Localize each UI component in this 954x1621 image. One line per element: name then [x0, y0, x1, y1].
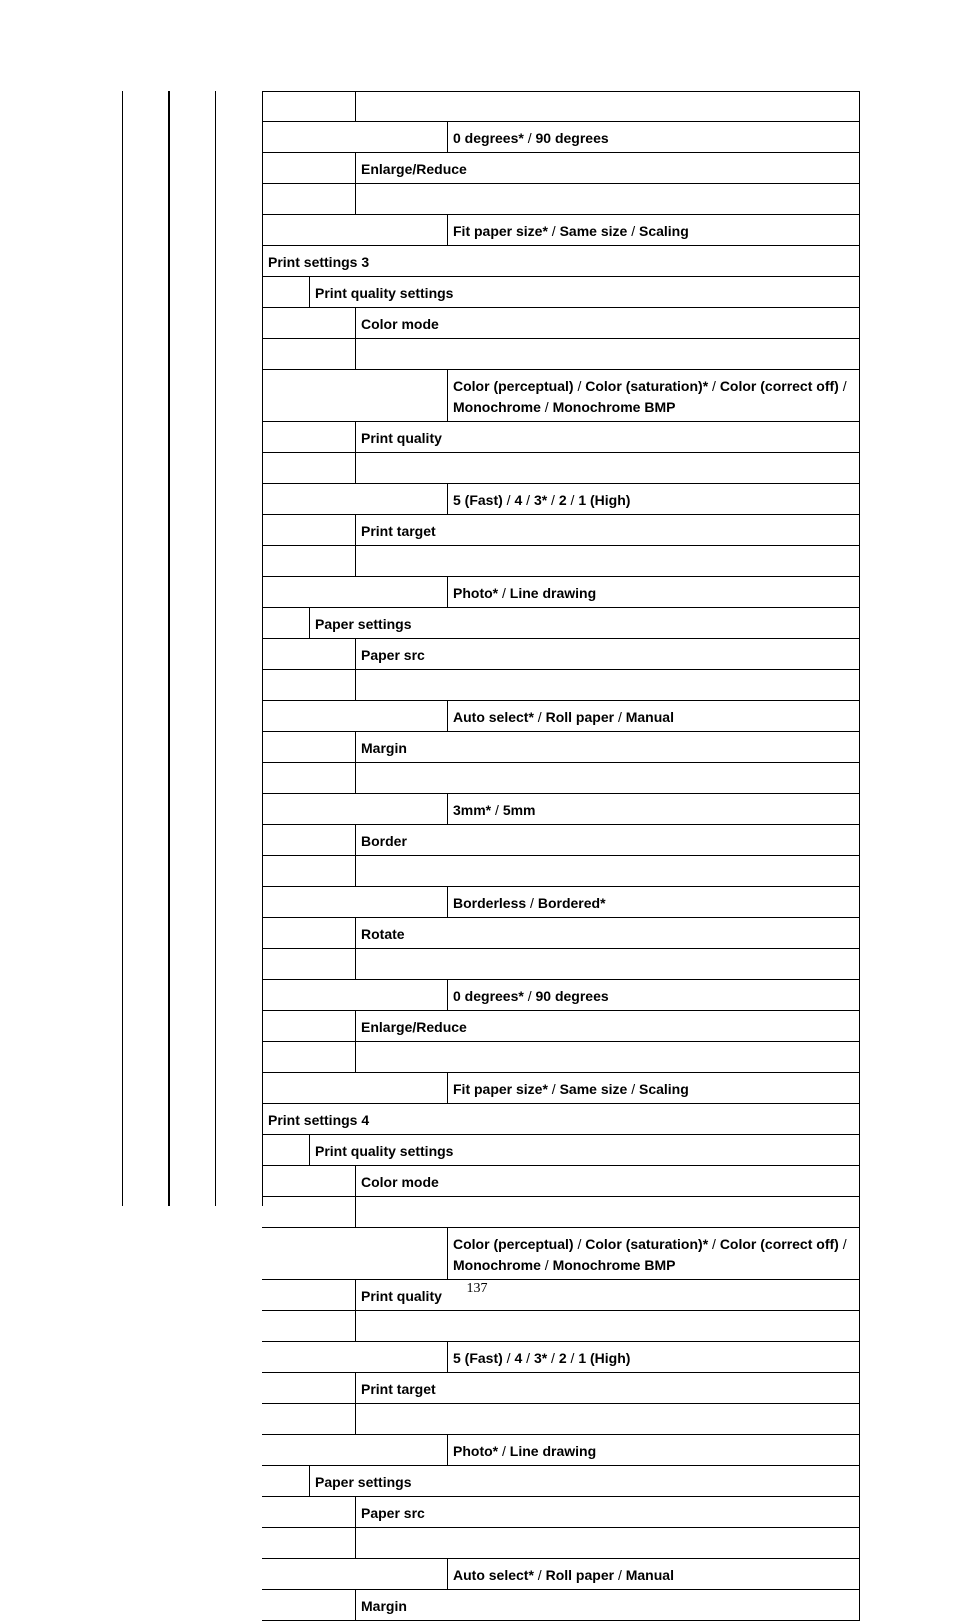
setting-text: Rotate — [361, 926, 405, 942]
setting-text: Monochrome BMP — [552, 1257, 676, 1273]
setting-text: Color (perceptual) — [453, 1236, 574, 1252]
setting-text: Print quality — [361, 1288, 442, 1304]
empty-cell — [355, 92, 860, 121]
setting-text: 2 — [558, 1350, 567, 1366]
page-number: 137 — [466, 1281, 488, 1296]
table-row — [262, 701, 860, 732]
table-row — [262, 794, 860, 825]
setting-text: Scaling — [638, 223, 689, 239]
empty-cell — [355, 339, 860, 369]
table-row — [262, 546, 860, 577]
option-separator: / — [523, 988, 536, 1004]
setting-cell — [447, 794, 860, 824]
setting-cell — [309, 1135, 860, 1165]
setting-cell — [309, 608, 860, 638]
table-row — [262, 1042, 860, 1073]
setting-cell — [447, 1342, 860, 1372]
table-row — [262, 370, 860, 422]
tree-line-level-2 — [215, 91, 216, 1206]
setting-text: Paper src — [361, 1505, 425, 1521]
table-row — [262, 1528, 860, 1559]
table-row — [262, 453, 860, 484]
setting-text: Photo* — [453, 1443, 499, 1459]
option-separator: / — [547, 492, 559, 508]
setting-text: 4 — [514, 1350, 523, 1366]
table-row — [262, 515, 860, 546]
setting-cell — [447, 215, 860, 245]
table-row — [262, 308, 860, 339]
setting-text: Print quality settings — [315, 285, 454, 301]
table-row — [262, 1497, 860, 1528]
option-separator: / — [523, 130, 536, 146]
option-separator: / — [498, 1443, 510, 1459]
setting-text: Color (saturation)* — [585, 378, 709, 394]
table-row — [262, 670, 860, 701]
setting-text: Scaling — [638, 1081, 689, 1097]
table-row — [262, 1311, 860, 1342]
table-row — [262, 339, 860, 370]
setting-cell — [447, 1073, 860, 1103]
table-row — [262, 1228, 860, 1280]
setting-text: Enlarge/Reduce — [361, 161, 467, 177]
table-row — [262, 1435, 860, 1466]
setting-text: Same size — [559, 1081, 628, 1097]
table-row — [262, 215, 860, 246]
table-row — [262, 825, 860, 856]
option-separator: / — [838, 1236, 847, 1252]
option-separator: / — [502, 1350, 515, 1366]
setting-text: Roll paper — [545, 709, 615, 725]
table-row — [262, 1373, 860, 1404]
setting-text: Print quality settings — [315, 1143, 454, 1159]
setting-cell — [355, 639, 860, 669]
setting-cell — [447, 1435, 860, 1465]
table-row — [262, 577, 860, 608]
option-separator: / — [547, 223, 560, 239]
setting-text: 90 degrees — [535, 988, 609, 1004]
setting-text: 3mm* — [453, 802, 492, 818]
option-separator: / — [522, 492, 534, 508]
setting-cell — [447, 701, 860, 731]
option-separator: / — [573, 1236, 586, 1252]
table-row — [262, 1342, 860, 1373]
empty-cell — [355, 763, 860, 793]
option-separator: / — [614, 1567, 626, 1583]
table-row — [262, 153, 860, 184]
setting-cell — [355, 515, 860, 545]
setting-text: Color (perceptual) — [453, 378, 574, 394]
setting-text: 5 (Fast) — [453, 492, 503, 508]
setting-text: Fit paper size* — [453, 1081, 548, 1097]
setting-cell — [355, 1497, 860, 1527]
option-separator: / — [566, 1350, 579, 1366]
setting-text: Same size — [559, 223, 628, 239]
setting-text: Photo* — [453, 585, 499, 601]
setting-text: Monochrome — [453, 399, 541, 415]
option-separator: / — [498, 585, 510, 601]
table-row — [262, 1404, 860, 1435]
option-separator: / — [573, 378, 586, 394]
empty-cell — [355, 184, 860, 214]
setting-cell — [262, 246, 860, 276]
setting-text: 1 (High) — [578, 492, 631, 508]
table-row — [262, 856, 860, 887]
setting-text: Paper settings — [315, 616, 412, 632]
setting-cell — [309, 277, 860, 307]
setting-cell — [447, 887, 860, 917]
option-separator: / — [627, 1081, 639, 1097]
setting-text: Line drawing — [509, 1443, 597, 1459]
setting-cell — [355, 1373, 860, 1403]
table-row — [262, 1466, 860, 1497]
table-row — [262, 1197, 860, 1228]
setting-cell — [355, 918, 860, 948]
setting-cell — [262, 1104, 860, 1134]
empty-cell — [355, 1197, 860, 1227]
option-separator: / — [502, 492, 515, 508]
empty-cell — [355, 1404, 860, 1434]
setting-text: Roll paper — [545, 1567, 615, 1583]
setting-cell — [447, 122, 860, 152]
table-row — [262, 763, 860, 794]
setting-cell — [447, 370, 860, 421]
setting-cell — [355, 1011, 860, 1041]
setting-cell — [355, 153, 860, 183]
setting-text: 5 (Fast) — [453, 1350, 503, 1366]
setting-text: Paper settings — [315, 1474, 412, 1490]
setting-text: 3* — [533, 492, 548, 508]
empty-cell — [355, 856, 860, 886]
setting-text: Print quality — [361, 430, 442, 446]
setting-cell — [447, 1559, 860, 1589]
option-separator: / — [540, 1257, 553, 1273]
setting-text: Auto select* — [453, 709, 534, 725]
setting-text: 2 — [558, 492, 567, 508]
setting-cell — [355, 308, 860, 338]
setting-text: 0 degrees* — [453, 130, 524, 146]
setting-text: Print settings 3 — [268, 254, 370, 270]
setting-text: Paper src — [361, 647, 425, 663]
setting-text: Manual — [625, 709, 674, 725]
table-row — [262, 918, 860, 949]
table-row — [262, 1011, 860, 1042]
setting-text: Print settings 4 — [268, 1112, 370, 1128]
setting-cell — [447, 1228, 860, 1279]
setting-text: Enlarge/Reduce — [361, 1019, 467, 1035]
setting-text: Monochrome BMP — [552, 399, 676, 415]
setting-text: Manual — [625, 1567, 674, 1583]
empty-cell — [355, 1528, 860, 1558]
setting-text: 3* — [533, 1350, 548, 1366]
setting-text: Color (correct off) — [719, 378, 839, 394]
table-row — [262, 639, 860, 670]
setting-cell — [355, 1590, 860, 1620]
setting-text: 1 (High) — [578, 1350, 631, 1366]
setting-text: Auto select* — [453, 1567, 534, 1583]
empty-cell — [355, 1042, 860, 1072]
option-separator: / — [838, 378, 847, 394]
setting-cell — [355, 825, 860, 855]
setting-text: Print target — [361, 1381, 436, 1397]
setting-cell — [447, 577, 860, 607]
setting-cell — [447, 980, 860, 1010]
tree-line-level-1 — [168, 91, 170, 1206]
setting-text: Color (saturation)* — [585, 1236, 709, 1252]
setting-text: Color (correct off) — [719, 1236, 839, 1252]
table-row — [262, 484, 860, 515]
empty-cell — [355, 453, 860, 483]
setting-cell — [355, 732, 860, 762]
setting-text: Margin — [361, 1598, 407, 1614]
table-row — [262, 422, 860, 453]
option-separator: / — [526, 895, 538, 911]
option-separator: / — [491, 802, 503, 818]
table-row — [262, 949, 860, 980]
table-row — [262, 1104, 860, 1135]
option-separator: / — [708, 378, 720, 394]
setting-cell — [355, 1166, 860, 1196]
option-separator: / — [566, 492, 579, 508]
setting-text: Color mode — [361, 316, 439, 332]
setting-text: Borderless — [453, 895, 527, 911]
option-separator: / — [547, 1350, 559, 1366]
empty-cell — [355, 949, 860, 979]
table-row — [262, 1559, 860, 1590]
table-row — [262, 980, 860, 1011]
table-row — [262, 1590, 860, 1621]
option-separator: / — [522, 1350, 534, 1366]
table-row — [262, 91, 860, 122]
option-separator: / — [708, 1236, 720, 1252]
setting-text: Print target — [361, 523, 436, 539]
setting-text: Margin — [361, 740, 407, 756]
option-separator: / — [533, 709, 546, 725]
setting-text: 0 degrees* — [453, 988, 524, 1004]
setting-cell — [355, 422, 860, 452]
setting-text: Bordered* — [537, 895, 606, 911]
table-row — [262, 277, 860, 308]
option-separator: / — [627, 223, 639, 239]
table-row — [262, 122, 860, 153]
setting-text: Border — [361, 833, 407, 849]
empty-cell — [355, 670, 860, 700]
empty-cell — [355, 1311, 860, 1341]
table-row — [262, 1166, 860, 1197]
option-separator: / — [540, 399, 553, 415]
setting-cell — [309, 1466, 860, 1496]
setting-text: Monochrome — [453, 1257, 541, 1273]
setting-text: Color mode — [361, 1174, 439, 1190]
empty-cell — [355, 546, 860, 576]
setting-text: 4 — [514, 492, 523, 508]
table-row — [262, 184, 860, 215]
table-row — [262, 1073, 860, 1104]
setting-text: 5mm — [502, 802, 536, 818]
option-separator: / — [614, 709, 626, 725]
setting-text: Fit paper size* — [453, 223, 548, 239]
tree-line-level-0 — [122, 91, 123, 1206]
setting-text: Line drawing — [509, 585, 597, 601]
option-separator: / — [547, 1081, 560, 1097]
setting-text: 90 degrees — [535, 130, 609, 146]
table-row — [262, 887, 860, 918]
table-row — [262, 732, 860, 763]
option-separator: / — [533, 1567, 546, 1583]
setting-cell — [447, 484, 860, 514]
table-row — [262, 1135, 860, 1166]
table-row — [262, 246, 860, 277]
table-row — [262, 608, 860, 639]
